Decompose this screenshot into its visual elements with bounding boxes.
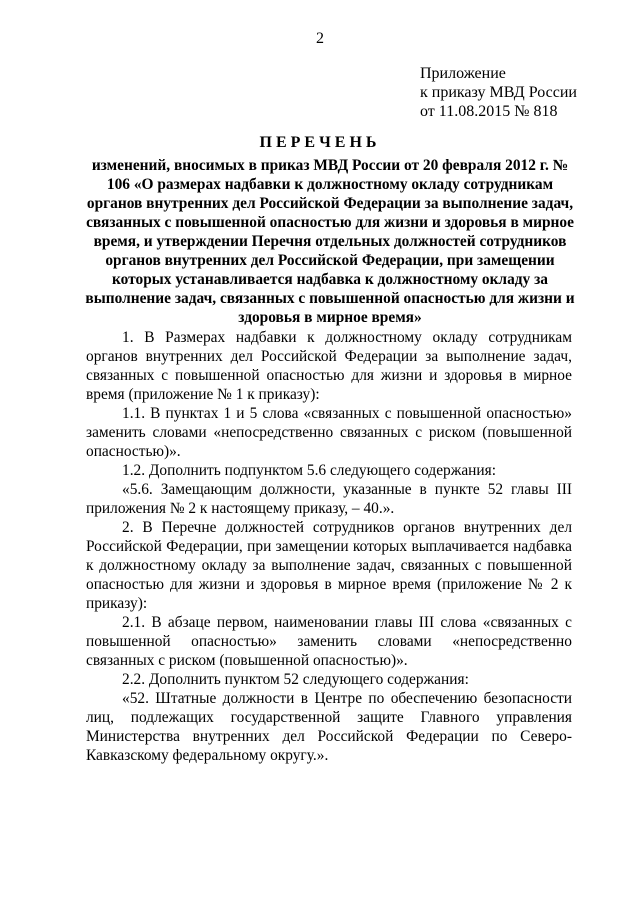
paragraph-2: 2. В Перечне должностей сотрудников органов внутренних дел Российской Федерации, при замещении которых выплачивается надбавка к должностному окладу за выполнение задач, связанных с повышенной опасностью для жизни и здоровья в мирное время (приложение № 2 к приказу): (86, 519, 572, 612)
paragraph-1-2: 1.2. Дополнить подпунктом 5.6 следующего содержания: (122, 462, 497, 479)
paragraph-1-1: 1.1. В пунктах 1 и 5 слова «связанных с повышенной опасностью» заменить словами «непосредственно связанных с риском (повышенной опасностью)». (86, 405, 572, 460)
paragraph-1: 1. В Размерах надбавки к должностному окладу сотрудникам органов внутренних дел Российской Федерации за выполнение задач, связанных с повышенной опасностью для жизни и здоровья в мирное время (приложение № 1 к приказу): (86, 329, 572, 403)
paragraph-2-2: 2.2. Дополнить пунктом 52 следующего содержания: (122, 671, 469, 688)
document-subtitle: изменений, вносимых в приказ МВД России от 20 февраля 2012 г. № 106 «О размерах надбавки к должностному окладу сотрудникам органов внутренних дел Российской Федерации за выполнение задач, связанных с повышенной опасностью для жизни и здоровья в мирное время, и утверждении Перечня отдельных должностей сотрудников органов внутренних дел Российской Федерации, при замещении которых устанавливается надбавка к должностному окладу за выполнение задач, связанных с повышенной опасностью для жизни и здоровья в мирное время» (85, 157, 575, 326)
appendix-line-2: к приказу МВД России (420, 84, 577, 101)
appendix-block (420, 64, 577, 121)
paragraph-5-6-quote: «5.6. Замещающим должности, указанные в пункте 52 главы III приложения № 2 к настоящему приказу, – 40.». (86, 481, 572, 517)
appendix-line-3: от 11.08.2015 № 818 (420, 103, 558, 120)
page-number: 2 (316, 30, 324, 47)
appendix-line-1: Приложение (420, 65, 506, 82)
paragraph-2-1: 2.1. В абзаце первом, наименовании главы III слова «связанных с повышенной опасностью» заменить словами «непосредственно связанных с риском (повышенной опасностью)». (86, 614, 572, 669)
document-title: ПЕРЕЧЕНЬ (259, 134, 381, 151)
paragraph-52-quote: «52. Штатные должности в Центре по обеспечению безопасности лиц, подлежащих государственной защите Главного управления Министерства внутренних дел Российской Федерации по Северо-Кавказскому федеральному округу.». (86, 690, 572, 764)
document-body (86, 328, 572, 765)
